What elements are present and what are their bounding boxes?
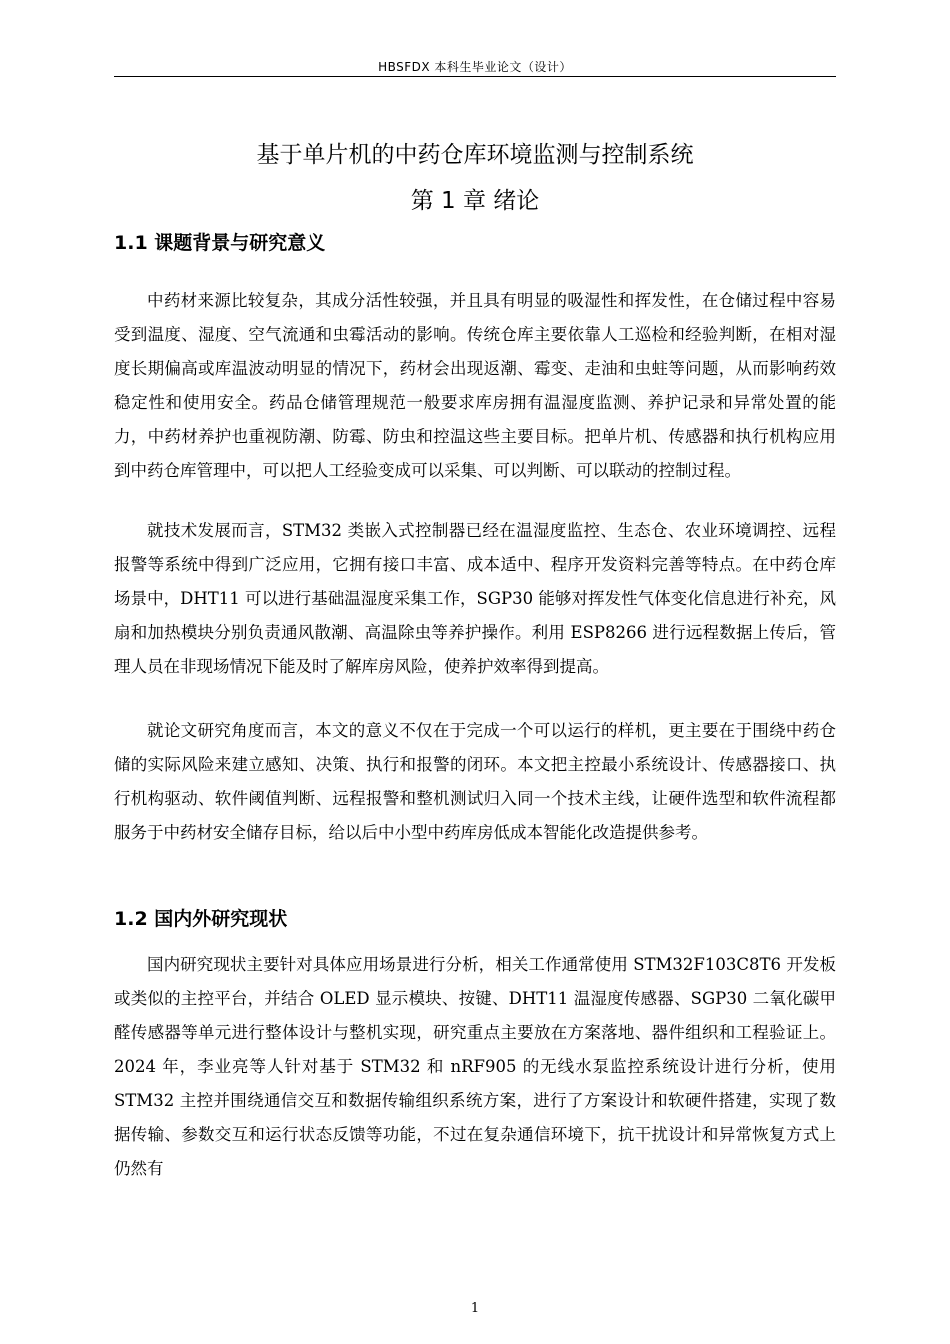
running-header: HBSFDX 本科生毕业论文（设计） — [378, 60, 572, 74]
section-heading: 1.1 课题背景与研究意义 — [114, 232, 326, 254]
section-heading: 1.2 国内外研究现状 — [114, 908, 288, 930]
chapter-title: 第 1 章 绪论 — [410, 188, 540, 214]
header-divider — [114, 76, 836, 77]
thesis-title: 基于单片机的中药仓库环境监测与控制系统 — [256, 142, 694, 168]
body-paragraph: 就论文研究角度而言，本文的意义不仅在于完成一个可以运行的样机，更主要在于围绕中药仓储的实际风险来建立感知、决策、执行和报警的闭环。本文把主控最小系统设计、传感器接口、执行机构驱动、软件阈值判断、远程报警和整机测试归入同一个技术主线，让硬件选型和软件流程都服务于中药材安全储存目标，给以后中小型中药库房低成本智能化改造提供参考。 — [114, 721, 836, 842]
page-number: 1 — [470, 1301, 480, 1316]
body-paragraph: 国内研究现状主要针对具体应用场景进行分析，相关工作通常使用 STM32F103C8T6 开发板或类似的主控平台，并结合 OLED 显示模块、按键、DHT11 温湿度传感器、SGP30 二氧化碳甲醛传感器等单元进行整体设计与整机实现，研究重点主要放在方案落地、器件组织和工程验证上。2024 年，李业亮等人针对基于 STM32 和 nRF905 的无线水泵监控系统设计进行分析，使用 STM32 主控并围绕通信交互和数据传输组织系统方案，进行了方案设计和软硬件搭建，实现了数据传输、参数交互和运行状态反馈等功能，不过在复杂通信环境下，抗干扰设计和异常恢复方式上仍然有 — [114, 955, 836, 1178]
body-paragraph: 中药材来源比较复杂，其成分活性较强，并且具有明显的吸湿性和挥发性，在仓储过程中容易受到温度、湿度、空气流通和虫霉活动的影响。传统仓库主要依靠人工巡检和经验判断，在相对湿度长期偏高或库温波动明显的情况下，药材会出现返潮、霉变、走油和虫蛀等问题，从而影响药效稳定性和使用安全。药品仓储管理规范一般要求库房拥有温湿度监测、养护记录和异常处置的能力，中药材养护也重视防潮、防霉、防虫和控温这些主要目标。把单片机、传感器和执行机构应用到中药仓库管理中，可以把人工经验变成可以采集、可以判断、可以联动的控制过程。 — [114, 291, 836, 480]
body-paragraph: 就技术发展而言，STM32 类嵌入式控制器已经在温湿度监控、生态仓、农业环境调控、远程报警等系统中得到广泛应用，它拥有接口丰富、成本适中、程序开发资料完善等特点。在中药仓库场景中，DHT11 可以进行基础温湿度采集工作，SGP30 能够对挥发性气体变化信息进行补充，风扇和加热模块分别负责通风散潮、高温除虫等养护操作。利用 ESP8266 进行远程数据上传后，管理人员在非现场情况下能及时了解库房风险，使养护效率得到提高。 — [114, 521, 836, 676]
